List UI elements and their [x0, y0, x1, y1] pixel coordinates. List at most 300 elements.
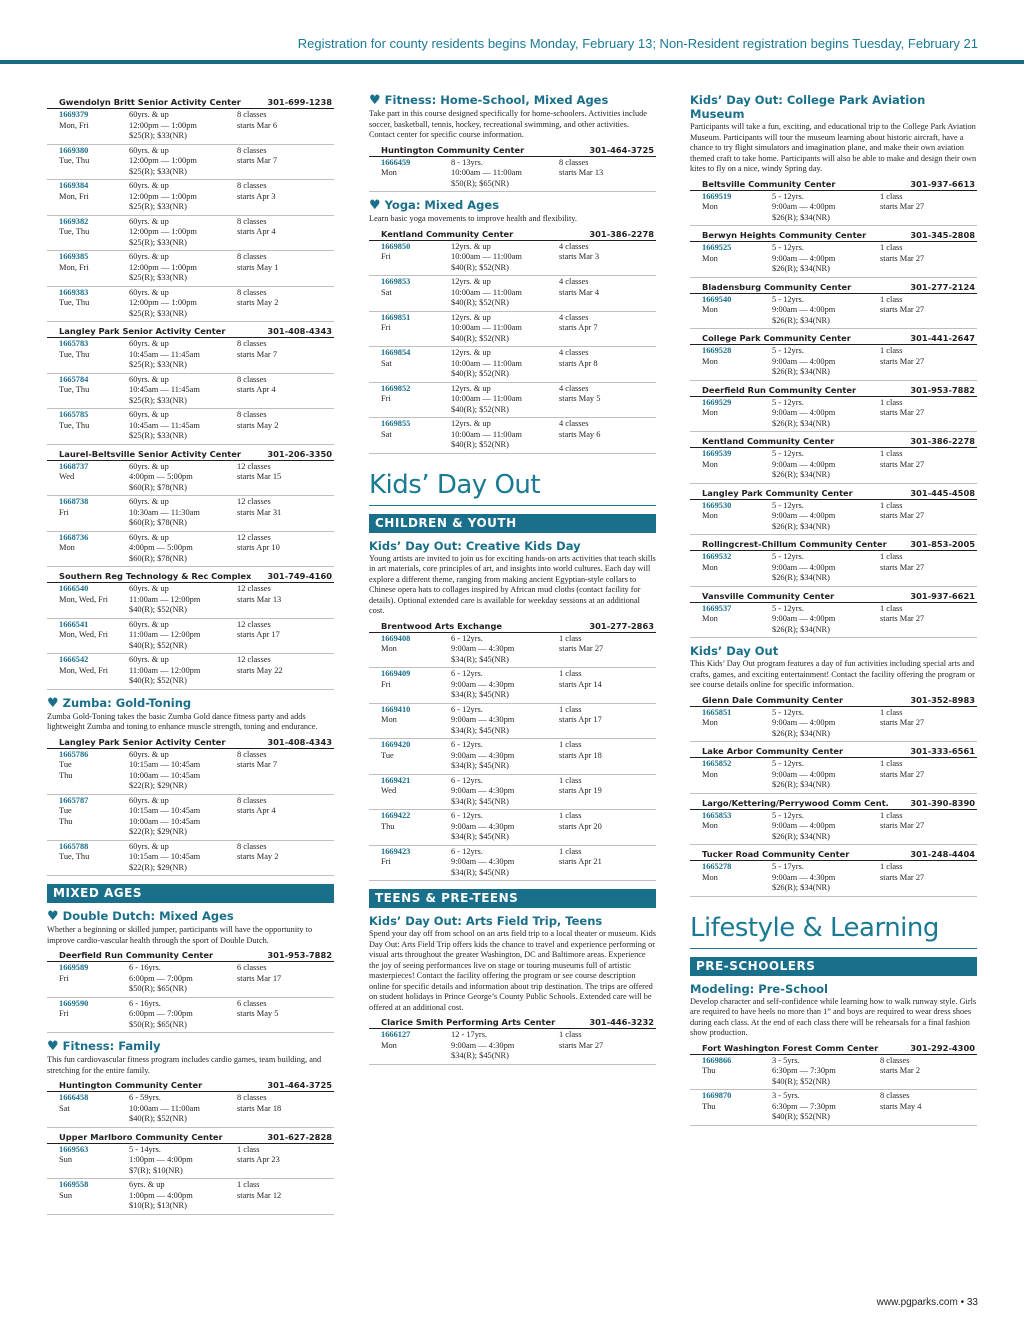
course-days: Tue, Thu: [59, 227, 90, 236]
course-age: 6 - 12yrs.: [451, 633, 483, 643]
course-days: Fri: [59, 1009, 69, 1018]
course-classes: 1 class: [880, 191, 903, 201]
course-age: 60yrs. & up: [129, 841, 169, 851]
course-entry: [47, 1092, 334, 1128]
heart-icon: ♥: [47, 909, 59, 924]
course-days: Mon, Fri: [59, 191, 89, 201]
course-classes: 8 classes: [237, 1093, 267, 1102]
course-days: Mon: [702, 356, 718, 366]
course-fee: $25(R); $33(NR): [129, 395, 187, 405]
course-classes: 1 class: [559, 811, 582, 820]
course-code: 1665784: [59, 374, 89, 384]
course-days: Fri: [381, 394, 391, 403]
course-code: 1665786: [59, 749, 89, 759]
course-classes: 8 classes: [237, 252, 267, 261]
course-entry: [690, 758, 977, 794]
course-entry: [47, 251, 334, 287]
course-entry: [47, 145, 334, 181]
venue-header: [369, 1016, 656, 1029]
course-age: 6 - 16yrs.: [129, 963, 161, 972]
course-code: 1669385: [59, 252, 89, 261]
course-time: 9:00am — 4:00pm: [772, 718, 836, 727]
course-fee: $26(R); $34(NR): [772, 883, 830, 892]
course-entry: [690, 500, 977, 536]
venue-name: Fort Washington Forest Comm Center: [702, 1042, 879, 1053]
course-fee: $40(R); $52(NR): [451, 404, 509, 414]
course-days: Sat: [381, 287, 392, 297]
course-entry: [369, 810, 656, 846]
course-days: Mon: [702, 511, 718, 520]
section-banner: CHILDREN & YOUTH: [369, 514, 656, 533]
course-days: Mon, Wed, Fri: [59, 665, 108, 675]
course-age: 6 - 12yrs.: [451, 775, 483, 785]
course-days: Sat: [59, 1103, 70, 1113]
course-age: 6 - 16yrs.: [129, 998, 161, 1008]
program-title: [369, 914, 656, 928]
course-classes: 8 classes: [237, 216, 267, 226]
course-code: 1669408: [381, 633, 411, 643]
course-classes: 4 classes: [559, 312, 589, 322]
course-days: Tue: [59, 806, 72, 815]
course-fee: $34(R); $45(NR): [451, 690, 509, 699]
course-start: starts Mar 27: [880, 821, 925, 830]
venue-phone: 301-277-2124: [910, 281, 975, 292]
course-classes: 8 classes: [880, 1055, 910, 1065]
program-title-text: Kids’ Day Out: Creative Kids Day: [369, 538, 581, 553]
venue-header: [47, 96, 334, 109]
course-age: 60yrs. & up: [129, 749, 169, 759]
course-start: starts Apr 14: [559, 679, 602, 689]
course-time: 9:00am — 4:30pm: [451, 644, 515, 653]
course-time: 11:00am — 12:00pm: [129, 630, 201, 639]
course-days: Tue, Thu: [59, 852, 90, 861]
course-classes: 6 classes: [237, 963, 267, 972]
program-title: [690, 93, 977, 121]
course-entry: [369, 633, 656, 669]
venue-phone: 301-953-7882: [910, 384, 975, 395]
course-age: 5 - 12yrs.: [772, 500, 804, 510]
course-age: 6 - 12yrs.: [451, 704, 483, 714]
course-classes: 8 classes: [237, 410, 267, 419]
course-entry: [369, 312, 656, 348]
course-age: 60yrs. & up: [129, 532, 169, 542]
course-days-2: Thu: [59, 816, 73, 826]
course-start: starts Mar 17: [237, 973, 282, 983]
course-time: 10:00am — 11:00am: [451, 358, 522, 368]
course-code: 1669850: [381, 241, 411, 251]
course-entry: [690, 810, 977, 846]
course-time: 10:30am — 11:30am: [129, 507, 200, 517]
venue-header: [690, 435, 977, 448]
header-rule: [0, 60, 1024, 64]
course-classes: 1 class: [559, 633, 582, 643]
course-classes: 4 classes: [559, 348, 589, 357]
course-time: 11:00am — 12:00pm: [129, 665, 201, 675]
course-fee: $40(R); $52(NR): [129, 1114, 187, 1123]
course-fee: $26(R); $34(NR): [772, 315, 830, 325]
course-classes: 1 class: [880, 707, 903, 717]
course-code: 1669851: [381, 312, 411, 322]
course-days: Mon: [702, 408, 718, 417]
course-fee: $26(R); $34(NR): [772, 418, 830, 428]
course-classes: 1 class: [559, 740, 582, 749]
course-time: 6:00pm — 7:00pm: [129, 973, 193, 983]
course-fee: $26(R); $34(NR): [772, 367, 830, 376]
course-age: 12yrs. & up: [451, 241, 491, 251]
course-time: 9:00am — 4:30pm: [451, 786, 515, 795]
course-age: 60yrs. & up: [129, 795, 169, 805]
venue-header: [47, 570, 334, 583]
course-time-2: 10:00am — 10:45am: [129, 770, 201, 780]
course-fee: $40(R); $52(NR): [451, 440, 509, 449]
course-age: 60yrs. & up: [129, 584, 169, 593]
program-title-text: Kids’ Day Out: [690, 644, 779, 658]
course-code: 1668737: [59, 461, 89, 471]
course-start: starts May 22: [237, 665, 283, 675]
venue-phone: 301-390-8390: [910, 797, 975, 808]
course-entry: [47, 216, 334, 252]
course-classes: 1 class: [559, 846, 582, 856]
course-start: starts May 6: [559, 429, 601, 439]
program-title-text: Fitness: Home-School, Mixed Ages: [384, 93, 609, 107]
course-entry: [47, 287, 334, 323]
venue-header: [690, 1042, 977, 1055]
course-entry: [690, 551, 977, 587]
course-days: Mon: [381, 168, 397, 177]
course-start: starts Apr 3: [237, 191, 276, 201]
course-days: Mon: [702, 562, 718, 572]
course-code: 1669532: [702, 552, 732, 561]
course-classes: 1 class: [559, 669, 582, 678]
course-start: starts May 4: [880, 1101, 922, 1111]
course-age: 5 - 12yrs.: [772, 552, 804, 561]
program-title: [690, 644, 977, 658]
course-code: 1668738: [59, 497, 89, 506]
course-entry: [47, 409, 334, 445]
course-time: 9:00am — 4:00pm: [772, 511, 836, 520]
course-start: starts Apr 4: [237, 806, 276, 815]
course-code: 1669590: [59, 998, 89, 1008]
course-time: 9:00am — 4:30pm: [451, 821, 515, 831]
course-classes: 8 classes: [237, 749, 267, 759]
course-entry: [47, 180, 334, 216]
course-entry: [47, 998, 334, 1034]
program-title: [47, 696, 334, 711]
course-start: starts Mar 27: [880, 408, 925, 417]
section-banner: TEENS & PRE-TEENS: [369, 889, 656, 908]
course-entry: [690, 1055, 977, 1091]
program-title: [369, 198, 656, 213]
course-age: 6yrs. & up: [129, 1180, 165, 1189]
course-code: 1666459: [381, 157, 411, 167]
program-title-text: Modeling: Pre-School: [690, 981, 828, 996]
course-code: 1669537: [702, 603, 732, 613]
course-classes: 8 classes: [237, 145, 267, 155]
course-fee: $34(R); $45(NR): [451, 725, 509, 735]
course-age: 12 - 17yrs.: [451, 1030, 488, 1039]
course-code: 1669589: [59, 963, 89, 972]
course-age: 60yrs. & up: [129, 145, 169, 155]
course-days: Mon: [702, 821, 718, 830]
course-age: 5 - 12yrs.: [772, 191, 804, 201]
course-time: 10:15am — 10:45am: [129, 852, 201, 861]
course-time: 11:00am — 12:00pm: [129, 594, 201, 604]
program-description: Zumba Gold-Toning takes the basic Zumba Gold dance fitness party and adds lightweight Zumba and toning to enhance muscle strength, toning and endurance.: [47, 711, 318, 731]
course-entry: [690, 603, 977, 639]
course-entry: [369, 1029, 656, 1065]
venue-name: Glenn Dale Community Center: [702, 694, 844, 705]
course-entry: [47, 374, 334, 410]
course-code: 1666541: [59, 619, 89, 629]
course-start: starts Apr 20: [559, 821, 602, 831]
course-fee: $25(R); $33(NR): [129, 273, 187, 282]
course-time: 6:30pm — 7:30pm: [772, 1101, 836, 1111]
course-code: 1666540: [59, 584, 89, 593]
course-fee: $26(R); $34(NR): [772, 264, 830, 273]
course-start: starts May 5: [559, 394, 601, 403]
program-title-text: Kids’ Day Out: College Park Aviation Museum: [690, 93, 926, 121]
course-days: Mon: [702, 253, 718, 263]
course-entry: [47, 461, 334, 497]
course-entry: [369, 704, 656, 740]
header-bar: [0, 0, 1024, 66]
course-classes: 8 classes: [559, 157, 589, 167]
course-days: Mon: [381, 644, 397, 653]
venue-header: [690, 229, 977, 242]
course-classes: 1 class: [237, 1180, 260, 1189]
course-fee: $26(R); $34(NR): [772, 521, 830, 531]
course-age: 3 - 5yrs.: [772, 1055, 800, 1065]
course-entry: [47, 1144, 334, 1180]
venue-phone: 301-749-4160: [267, 571, 332, 581]
course-time: 6:00pm — 7:00pm: [129, 1009, 193, 1018]
course-code: 1669539: [702, 449, 732, 458]
venue-header: [47, 1079, 334, 1092]
venue-header: [369, 620, 656, 633]
course-time: 9:00am — 4:00pm: [772, 459, 836, 469]
course-time: 12:00pm — 1:00pm: [129, 298, 197, 307]
course-time: 12:00pm — 1:00pm: [129, 191, 197, 201]
course-entry: [690, 242, 977, 278]
course-entry: [690, 397, 977, 433]
course-entry: [47, 583, 334, 619]
course-days: Tue, Thu: [59, 156, 90, 165]
venue-name: Southern Reg Technology & Rec Complex: [59, 571, 252, 581]
venue-header: [690, 178, 977, 191]
course-start: starts Mar 7: [237, 349, 278, 359]
venue-header: [690, 538, 977, 551]
course-fee: $26(R); $34(NR): [772, 831, 830, 841]
program-description: Spend your day off from school on an arts field trip to a local theater or museum. Kids Day Out: Arts Field Trip offers kids the chance to travel and experience performing or visual arts throughout the greater Washington, DC and Baltimore areas. Experience the joy of seeing performances live on stage or touring museums full of artistic masterpieces! Contact the facility offering the program or see course description online for specific details and information about trip destination. The trips are offered on student holidays in Prince George’s County Public Schools. Extended care will be offered at an additional cost.: [369, 929, 656, 1012]
course-entry: [690, 294, 977, 330]
course-time: 1:00pm — 4:00pm: [129, 1155, 193, 1164]
course-code: 1665785: [59, 410, 89, 419]
course-classes: 1 class: [880, 810, 903, 820]
course-classes: 8 classes: [237, 110, 267, 119]
venue-name: Lake Arbor Community Center: [702, 746, 844, 756]
course-age: 5 - 12yrs.: [772, 397, 804, 407]
venue-name: Langley Park Community Center: [702, 487, 853, 498]
course-start: starts Mar 27: [880, 459, 925, 469]
course-fee: $40(R); $52(NR): [129, 605, 187, 614]
course-start: starts Mar 6: [237, 120, 278, 130]
course-time: 12:00pm — 1:00pm: [129, 262, 197, 272]
venue-header: [690, 281, 977, 294]
course-time: 9:00am — 4:00pm: [772, 305, 836, 314]
venue-header: [690, 332, 977, 345]
course-entry: [47, 532, 334, 568]
course-age: 5 - 12yrs.: [772, 294, 804, 304]
course-days: Fri: [381, 323, 391, 332]
course-start: starts Apr 4: [237, 227, 276, 236]
course-classes: 1 class: [880, 500, 903, 510]
program-title: [690, 982, 977, 996]
course-code: 1669854: [381, 348, 411, 357]
course-time: 1:00pm — 4:00pm: [129, 1190, 193, 1200]
venue-header: [47, 325, 334, 338]
course-entry: [369, 418, 656, 454]
course-age: 60yrs. & up: [129, 461, 169, 471]
course-age: 60yrs. & up: [129, 497, 169, 506]
course-time: 9:00am — 4:00pm: [772, 356, 836, 366]
course-fee: $10(R); $13(NR): [129, 1201, 187, 1210]
course-code: 1669422: [381, 811, 411, 820]
course-age: 5 - 14yrs.: [129, 1144, 161, 1154]
course-fee: $34(R); $45(NR): [451, 867, 509, 877]
course-days: Sun: [59, 1190, 73, 1200]
section-banner: MIXED AGES: [47, 884, 334, 903]
page-footer: www.pgparks.com • 33: [876, 1297, 978, 1308]
course-fee: $22(R); $29(NR): [129, 781, 187, 790]
venue-phone: 301-464-3725: [267, 1080, 332, 1090]
course-code: 1666127: [381, 1030, 411, 1039]
course-start: starts Apr 19: [559, 786, 602, 795]
course-age: 6 - 59yrs.: [129, 1093, 161, 1102]
course-time: 10:00am — 11:00am: [129, 1103, 200, 1113]
course-time: 12:00pm — 1:00pm: [129, 156, 197, 165]
venue-name: College Park Community Center: [702, 333, 851, 343]
course-start: starts Mar 15: [237, 472, 282, 481]
course-days: Thu: [702, 1066, 716, 1075]
course-fee: $26(R); $34(NR): [772, 470, 830, 479]
course-age: 5 - 12yrs.: [772, 707, 804, 717]
course-fee: $40(R); $52(NR): [451, 298, 509, 307]
venue-phone: 301-408-4343: [267, 326, 332, 336]
venue-header: [690, 487, 977, 500]
course-start: starts May 2: [237, 420, 279, 430]
course-days: Fri: [59, 507, 69, 517]
course-age: 12yrs. & up: [451, 419, 491, 428]
course-time: 10:45am — 11:45am: [129, 385, 200, 394]
course-code: 1666458: [59, 1093, 89, 1102]
course-start: starts Apr 23: [237, 1155, 280, 1164]
course-start: starts Mar 27: [880, 305, 925, 314]
course-start: starts Apr 7: [559, 323, 598, 332]
course-code: 1669382: [59, 216, 89, 226]
course-age: 6 - 12yrs.: [451, 669, 483, 678]
course-start: starts Mar 27: [880, 562, 925, 572]
course-entry: [369, 846, 656, 882]
venue-name: Huntington Community Center: [381, 144, 525, 155]
course-classes: 8 classes: [237, 795, 267, 805]
course-entry: [47, 1179, 334, 1215]
course-days: Wed: [59, 472, 75, 481]
course-fee: $60(R); $78(NR): [129, 482, 187, 492]
course-time: 9:00am — 4:30pm: [451, 715, 515, 724]
course-time: 10:00am — 11:00am: [451, 168, 522, 177]
course-time: 10:00am — 11:00am: [451, 394, 522, 403]
course-start: starts Mar 27: [559, 1040, 604, 1050]
venue-phone: 301-445-4508: [910, 487, 975, 498]
course-days: Mon, Fri: [59, 120, 89, 130]
venue-name: Vansville Community Center: [702, 590, 835, 601]
course-classes: 1 class: [880, 294, 903, 304]
course-fee: $60(R); $78(NR): [129, 553, 187, 563]
course-age: 6 - 12yrs.: [451, 846, 483, 856]
course-days: Tue: [59, 760, 72, 769]
column-2: [369, 93, 656, 1065]
course-classes: 8 classes: [880, 1091, 910, 1100]
venue-name: Kentland Community Center: [381, 228, 514, 239]
course-entry: [47, 795, 334, 841]
course-age: 12yrs. & up: [451, 277, 491, 286]
heart-icon: ♥: [47, 1039, 59, 1054]
course-time: 10:15am — 10:45am: [129, 806, 201, 815]
column-1: [47, 93, 334, 1215]
course-fee: $40(R); $52(NR): [451, 333, 509, 343]
course-code: 1669540: [702, 294, 732, 304]
course-entry: [369, 739, 656, 775]
course-days: Mon, Wed, Fri: [59, 594, 108, 604]
venue-phone: 301-464-3725: [589, 144, 654, 155]
course-classes: 1 class: [880, 346, 903, 355]
venue-header: [369, 228, 656, 241]
course-entry: [369, 347, 656, 383]
course-start: starts May 2: [237, 298, 279, 307]
course-start: starts Mar 18: [237, 1103, 282, 1113]
course-classes: 8 classes: [237, 841, 267, 851]
course-fee: $40(R); $52(NR): [451, 369, 509, 378]
venue-name: Beltsville Community Center: [702, 178, 836, 189]
course-code: 1665853: [702, 810, 732, 820]
course-time: 9:00am — 4:30pm: [451, 750, 515, 760]
course-entry: [690, 191, 977, 227]
program-title: [47, 1039, 334, 1054]
course-age: 60yrs. & up: [129, 216, 169, 226]
course-fee: $34(R); $45(NR): [451, 1051, 509, 1060]
course-fee: $34(R); $45(NR): [451, 796, 509, 806]
course-age: 12yrs. & up: [451, 312, 491, 322]
course-start: starts Mar 27: [880, 718, 925, 727]
course-days: Tue: [381, 750, 394, 760]
course-days: Mon: [702, 459, 718, 469]
venue-phone: 301-446-3232: [589, 1017, 654, 1027]
course-start: starts Mar 13: [559, 168, 604, 177]
course-age: 60yrs. & up: [129, 339, 169, 348]
course-entry: [369, 276, 656, 312]
course-days: Mon: [702, 614, 718, 623]
venue-name: Berwyn Heights Community Center: [702, 230, 867, 240]
heart-icon: ♥: [369, 198, 381, 213]
course-entry: [47, 109, 334, 145]
course-start: starts Mar 12: [237, 1190, 282, 1200]
venue-phone: 301-408-4343: [267, 736, 332, 747]
course-entry: [369, 668, 656, 704]
venue-header: [690, 384, 977, 397]
venue-phone: 301-248-4404: [910, 849, 975, 859]
course-classes: 1 class: [880, 603, 903, 613]
venue-header: [690, 848, 977, 861]
